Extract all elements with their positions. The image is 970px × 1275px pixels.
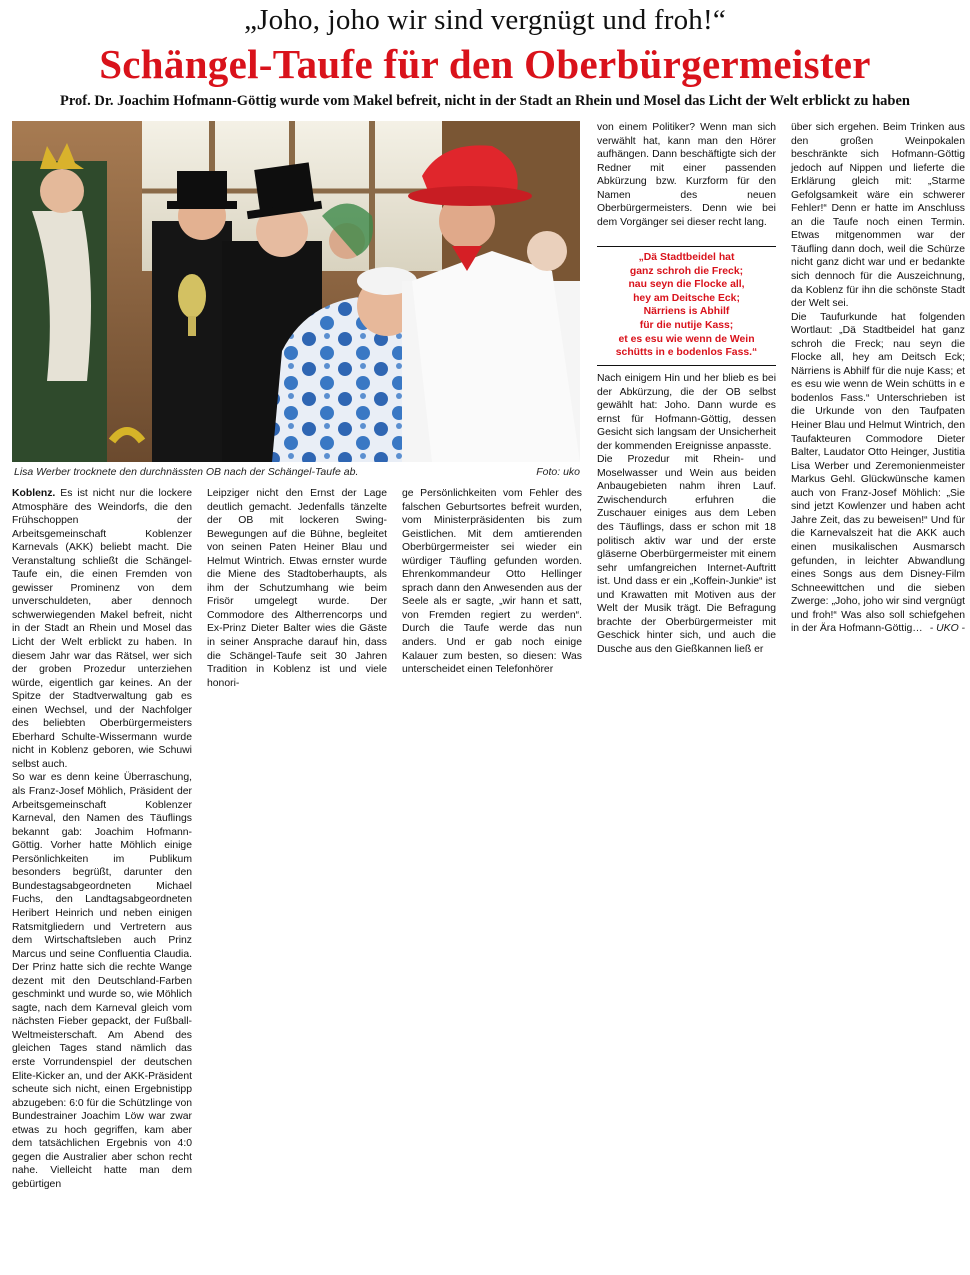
- quote-line: schütts in e bodenlos Fass.“: [615, 347, 758, 359]
- column-1: [12, 487, 192, 1191]
- paragraph: Die Prozedur mit Rhein- und Moselwasser und Wein aus beiden Anbaugebieten nahm ihren Lauf. Zwischendurch erfuhren die Zuschauer einiges aus dem Leben des Täuflings, dass er schon mit 18 politisch aktiv war und der erste gläserne Oberbürgermeister mit einem sehr umfangreichen Internet-Auftritt ist. Und dass er ein „Koffein-Junkie“ ist und Krawatten mit Motiven aus der Welt der Musik trägt. Die Befragung brachte der Oberbürgermeister mit Geschick hinter sich, und auch die Dusche aus den Gießkannen ließ er: [597, 454, 776, 655]
- paragraph: Koblenz. Es ist nicht nur die lockere Atmosphäre des Weindorfs, die den Frühschoppen der Arbeitsgemeinschaft Koblenzer Karnevals (AKK) beliebt macht. Die Veranstaltung schließt die Schängel-Taufe ein, die einen Fremden von gewisser Prominenz von dem unverschuldeten, aber dennoch schwerwiegenden Makel befreit, nicht in der Stadt an Rhein und Mosel das Licht der Welt erblickt zu haben. In diesem Jahr war das Rätsel, wer sich der groben Prozedur unterziehen würde, eigentlich gar keines. An der Spitze der Stadtverwaltung gab es einen Wechsel, und der Nachfolger des beliebten Oberbürgermeisters Eberhard Schulte-Wissermann wurde nicht in Koblenz geboren, wie Schuwi selbst auch.: [12, 488, 193, 770]
- paragraph: über sich ergehen. Beim Trinken aus den großen Weinpokalen beschränkte sich Hofmann-Göttig jedoch auf Nippen und lieferte die Erklärung gleich mit: „Starme Gefolgsamkeit wäre ein schwerer Fehler!“ Denn er hatte im Anschluss an die Taufe noch einen Termin. Etwas mitgenommen war der Täufling dann doch, weil die Schürze nicht ganz dicht war und er bedankte sich dennoch für die Auszeichnung, da Koblenz für ihn die schönste Stadt der Welt sei.: [791, 122, 965, 310]
- quote-line: für die nutije Kass;: [639, 319, 734, 331]
- pull-quote: [597, 246, 776, 366]
- quote-line: ganz schroh die Freck;: [629, 265, 744, 277]
- paragraph: ge Persönlichkeiten vom Fehler des falschen Geburtsortes befreit wurden, vom Ministerpräsidenten bis zum Geistlichen. Mit dem amtierenden Oberbürgermeister sei wieder ein würdiger Täufling gefunden worden. Ehrenkommandeur Otto Hellinger sprach dann den Anwesenden aus der Seele als er sagte, „wir hann et satt, von Fremden regiert zu werden“. Durch die Taufe werde das nun anders. Und er gab noch einige Kalauer zum besten, so diesen: Was unterscheidet einen Telefonhörer: [402, 488, 582, 676]
- photo-caption-row: [14, 466, 580, 478]
- quote-line: hey am Deitsche Eck;: [633, 292, 740, 304]
- photo-illustration: [12, 121, 580, 462]
- paragraph: So war es denn keine Überraschung, als Franz-Josef Möhlich, Präsident der Arbeitsgemeinschaft Koblenzer Karneval, den Namen des Täuflings bekannt gab: Joachim Hofmann-Göttig. Vorher hatte Möhlich einige Persönlichkeiten im Publikum besonders begrüßt, darunter den Bundestagsabgeordneten Michael Fuchs, den Landtagsabgeordneten Heribert Heinrich und neben einigen Ratsmitgliedern und Vertretern aus dem Wirtschaftsleben auch Prinz Marcus und seine Confluentia Claudia. Der Prinz hatte sich die rechte Wange dezent mit den Deutschland-Farben geschminkt und wurde so, wie Möhlich sagte, nach dem Karneval gleich vom nächsten Fieber gepackt, der Fußball-Weltmeisterschaft. Am Abend des gleichen Tages stand nämlich das erste Vorrundenspiel der deutschen Elite-Kicker an, und der AKK-Präsident scheute sich nicht, einen Ergebnistipp abzugeben: 6:0 für die Schützlinge von Bundestrainer Joachim Löw war zwar etwas zu hoch gegriffen, kam aber dem tatsächlichen Ergebnis von 4:0 gegen die Australier aber schon recht nahe. Vielleicht hatte man dem gebürtigen: [12, 772, 192, 1190]
- article-subhead: Prof. Dr. Joachim Hofmann-Göttig wurde vom Makel befreit, nicht in der Stadt an Rhein und Mosel das Licht der Welt erblickt zu haben: [59, 93, 910, 109]
- article-photo: [12, 121, 580, 462]
- column-4-top: [597, 121, 776, 229]
- photo-credit: Foto: uko: [536, 466, 580, 478]
- paragraph: Nach einigem Hin und her blieb es bei der Abkürzung, die der OB selbst gewählt hat: Joho. Dann wurde es ernst für Hofmann-Göttig, dessen Gesicht sich langsam der Unsicherheit der kommenden Ereignisse anpasste.: [597, 373, 776, 452]
- paragraph: Leipziger nicht den Ernst der Lage deutlich gemacht. Jedenfalls tänzelte der OB mit lockeren Swing-Bewegungen auf die Bühne, begleitet von seinen Paten Heiner Blau und Helmut Wintrich. Etwas ernster wurde die Miene des Stadtoberhaupts, als ihm der Schutzumhang wie beim Frisör umgelegt wurde. Der Commodore des Altherrencorps und Ex-Prinz Dieter Balter wies die Gäste in seiner Ansprache darauf hin, dass die Schängel-Taufe seit 30 Jahren Tradition in Koblenz ist und viele honori-: [207, 488, 387, 689]
- column-3: [402, 487, 582, 677]
- column-2: [207, 487, 387, 690]
- column-4-bottom: [597, 372, 776, 656]
- author-signature: - UKO -: [929, 623, 965, 635]
- paragraph: Die Taufurkunde hat folgenden Wortlaut: „Dä Stadtbeidel hat ganz schroh die Freck; nau seyn die Flocke all, hey am Deitsch Eck; Närriens is Abhilf für die nuje Kass; et es esu wie wenn de Wein schütts in e bodenlos Fass.“ Unterschrieben ist die Urkunde von den Taufpaten Heiner Blau und Helmut Wintrich, den Taufakteuren Commodore Dieter Balter, Laudator Otto Heinger, Justitia Lisa Werber und Zeremonienmeister Markus Gehl. Glückwünsche kamen auch von Franz-Josef Möhlich: „Sie sind jetzt Kowlenzer und haben acht Jahre Zeit, das zu beweisen!“ Und für die Karnevalszeit hat die AKK auch einen musikalischen Ausmarsch gefunden, in leichter Abwandlung eines Songs aus dem Disney-Film Schneewittchen und die sieben Zwerge: „Joho, joho wir sind vergnügt und froh!“ Was also soll schiefgehen in der Ära Hofmann-Göttig… - UKO -: [791, 311, 965, 635]
- article-kicker: „Joho, joho wir sind vergnügt und froh!“: [244, 4, 726, 36]
- quote-line: „Dä Stadtbeidel hat: [638, 252, 735, 263]
- article-headline: Schängel-Taufe für den Oberbürgermeister: [99, 41, 871, 87]
- paragraph: von einem Politiker? Wenn man sich verwählt hat, kann man den Hörer aufhängen. Dann beschäftigte sich der Redner mit einer passenden Abkürzung bzw. Kurzform für den Namen des neuen Oberbürgermeisters. Denn wie bei dem Vorgänger sei dieser recht lang.: [597, 122, 776, 228]
- photo-caption: Lisa Werber trocknete den durchnässten OB nach der Schängel-Taufe ab.: [14, 466, 359, 478]
- quote-line: Närriens is Abhilf: [643, 306, 730, 318]
- column-5: [791, 121, 965, 636]
- quote-line: nau seyn die Flocke all,: [628, 279, 745, 291]
- dateline: Koblenz.: [12, 488, 56, 499]
- quote-line: et es esu wie wenn de Wein: [618, 333, 755, 345]
